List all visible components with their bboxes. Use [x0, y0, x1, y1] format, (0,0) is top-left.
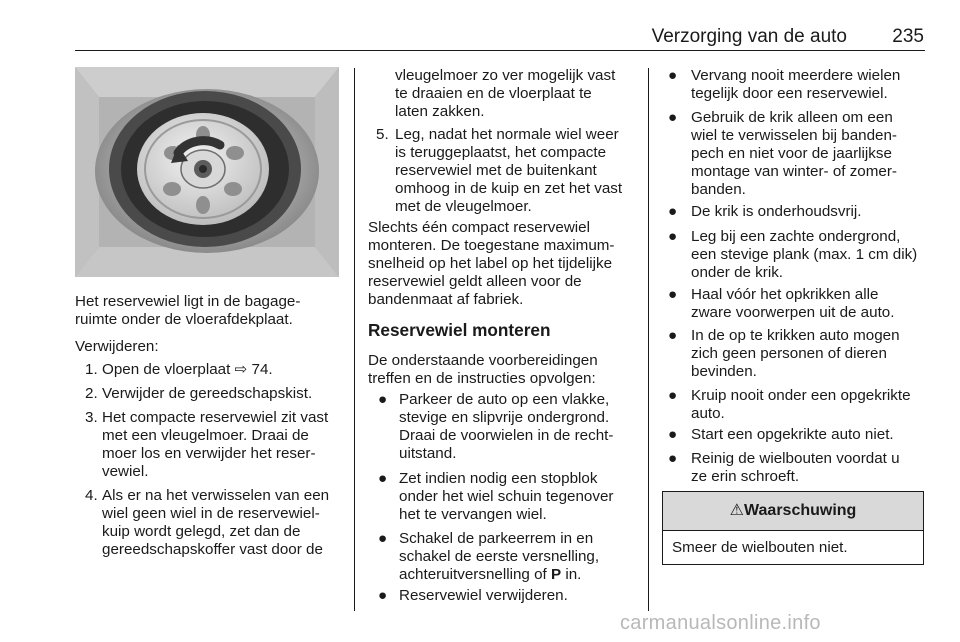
- bullet-text: het te vervangen wiel.: [399, 506, 547, 523]
- bullet-text: schakel de eerste versnelling,: [399, 548, 600, 565]
- bullet-text: Schakel de parkeerrem in en: [399, 530, 594, 547]
- text-line: ruimte onder de vloerafdekplaat.: [75, 311, 293, 328]
- step-text: te draaien en de vloerplaat te: [395, 85, 592, 102]
- bullet-text: montage van winter- of zomer-: [691, 163, 897, 180]
- bullet-text: Reservewiel verwijderen.: [399, 587, 568, 604]
- bullet-dot: ●: [378, 587, 388, 604]
- bullet-dot: ●: [378, 391, 388, 408]
- page-number: 235: [892, 26, 924, 47]
- bullet-text: Haal vóór het opkrikken alle: [691, 286, 879, 303]
- step-text: Als er na het verwisselen van een: [102, 487, 330, 504]
- column-divider-2: [648, 68, 649, 611]
- page-header: [75, 22, 925, 51]
- bullet-dot: ●: [668, 109, 678, 126]
- section-heading: Reservewiel monteren: [368, 320, 551, 340]
- step-text: met de vleugelmoer.: [395, 198, 532, 215]
- spare-wheel-illustration: [75, 67, 339, 277]
- bullet-text: Leg bij een zachte ondergrond,: [691, 228, 901, 245]
- removal-subheading: Verwijderen:: [75, 338, 159, 355]
- step-text: vewiel.: [102, 463, 149, 480]
- bullet-text: Draai de voorwielen in de recht-: [399, 427, 614, 444]
- bullet-dot: ●: [668, 228, 678, 245]
- warning-icon: ⚠: [729, 502, 745, 519]
- bullet-text: Reinig de wielbouten voordat u: [691, 450, 900, 467]
- step-text: omhoog in de kuip en zet het vast: [395, 180, 623, 197]
- bullet-text: Start een opgekrikte auto niet.: [691, 426, 894, 443]
- bullet-text: pech en niet voor de jaarlijkse: [691, 145, 892, 162]
- bullet-text: een stevige plank (max. 1 cm dik): [691, 246, 918, 263]
- warning-header: [663, 492, 923, 531]
- bullet-dot: ●: [668, 426, 678, 443]
- step-text: wiel geen wiel in de reservewiel-: [102, 505, 320, 522]
- bullet-text: tegelijk door een reservewiel.: [691, 85, 888, 102]
- bullet-text: Vervang nooit meerdere wielen: [691, 67, 901, 84]
- step-number: 4.: [85, 487, 98, 504]
- bullet-dot: ●: [378, 470, 388, 487]
- step-text: Open de vloerplaat ⇨ 74.: [102, 361, 273, 378]
- bullet-dot: ●: [668, 387, 678, 404]
- text-line: monteren. De toegestane maximum-: [368, 237, 615, 254]
- step-text: vleugelmoer zo ver mogelijk vast: [395, 67, 616, 84]
- gear-p-label: P: [550, 566, 562, 583]
- intro-paragraph: [75, 293, 300, 329]
- column-divider-1: [354, 68, 355, 611]
- warning-title: Waarschuwing: [744, 502, 857, 519]
- bullet-text: In de op te krikken auto mogen: [691, 327, 900, 344]
- step-text: gereedschapskoffer vast door de: [102, 541, 323, 558]
- bullet-dot: ●: [378, 530, 388, 547]
- step-number: 5.: [376, 126, 389, 143]
- text-line: treffen en de instructies opvolgen:: [368, 370, 596, 387]
- warning-text: Smeer de wielbouten niet.: [672, 539, 848, 556]
- text-line: snelheid op het label op het tijdelijke: [368, 255, 613, 272]
- step-number: 1.: [85, 361, 98, 378]
- bullet-dot: ●: [668, 286, 678, 303]
- step-text: Verwijder de gereedschapskist.: [102, 385, 313, 402]
- bullet-text: onder de krik.: [691, 264, 784, 281]
- bullet-text-part: in.: [561, 566, 582, 583]
- bullet-text: [399, 566, 599, 584]
- step-text: moer los en verwijder het reser-: [102, 445, 316, 462]
- step-text: laten zakken.: [395, 103, 485, 120]
- text-line: Slechts één compact reservewiel: [368, 219, 591, 236]
- bullet-text: Zet indien nodig een stopblok: [399, 470, 598, 487]
- bullet-text: uitstand.: [399, 445, 457, 462]
- section-intro: [368, 352, 598, 388]
- step-number: 2.: [85, 385, 98, 402]
- bullet-text: onder het wiel schuin tegenover: [399, 488, 614, 505]
- chapter-title: Verzorging van de auto: [651, 26, 847, 47]
- bullet-text: wiel te verwisselen bij banden-: [691, 127, 897, 144]
- bullet-text: Kruip nooit onder een opgekrikte: [691, 387, 911, 404]
- bullet-text: auto.: [691, 405, 725, 422]
- bullet-text-part: achteruitversnelling of: [399, 566, 551, 583]
- bullet-dot: ●: [668, 203, 678, 220]
- bullet-text: Gebruik de krik alleen om een: [691, 109, 893, 126]
- text-line: De onderstaande voorbereidingen: [368, 352, 598, 369]
- bullet-text: banden.: [691, 181, 746, 198]
- step-text: Het compacte reservewiel zit vast: [102, 409, 329, 426]
- bullet-text: stevige en slipvrije ondergrond.: [399, 409, 610, 426]
- step-continuation: [395, 67, 615, 121]
- bullet-text: zich geen personen of dieren: [691, 345, 887, 362]
- bullet-text: ze erin schroeft.: [691, 468, 800, 485]
- text-line: bandenmaat af fabriek.: [368, 291, 524, 308]
- step-text: Leg, nadat het normale wiel weer: [395, 126, 619, 143]
- step-text: kuip wordt gelegd, zet dan de: [102, 523, 301, 540]
- compact-wheel-note: [368, 219, 615, 309]
- step-text: met een vleugelmoer. Draai de: [102, 427, 309, 444]
- warning-box: [662, 491, 924, 565]
- bullet-text: zware voorwerpen uit de auto.: [691, 304, 895, 321]
- text-line: Het reservewiel ligt in de bagage-: [75, 293, 301, 310]
- bullet-dot: ●: [668, 450, 678, 467]
- bullet-text: bevinden.: [691, 363, 757, 380]
- bullet-text: Parkeer de auto op een vlakke,: [399, 391, 610, 408]
- bullet-text: De krik is onderhoudsvrij.: [691, 203, 862, 220]
- bullet-dot: ●: [668, 67, 678, 84]
- bullet-dot: ●: [668, 327, 678, 344]
- watermark: carmanualsonline.info: [620, 612, 821, 634]
- step-number: 3.: [85, 409, 98, 426]
- text-line: reservewiel geldt alleen voor de: [368, 273, 582, 290]
- step-text: is teruggeplaatst, het compacte: [395, 144, 607, 161]
- step-text: reservewiel met de buitenkant: [395, 162, 597, 179]
